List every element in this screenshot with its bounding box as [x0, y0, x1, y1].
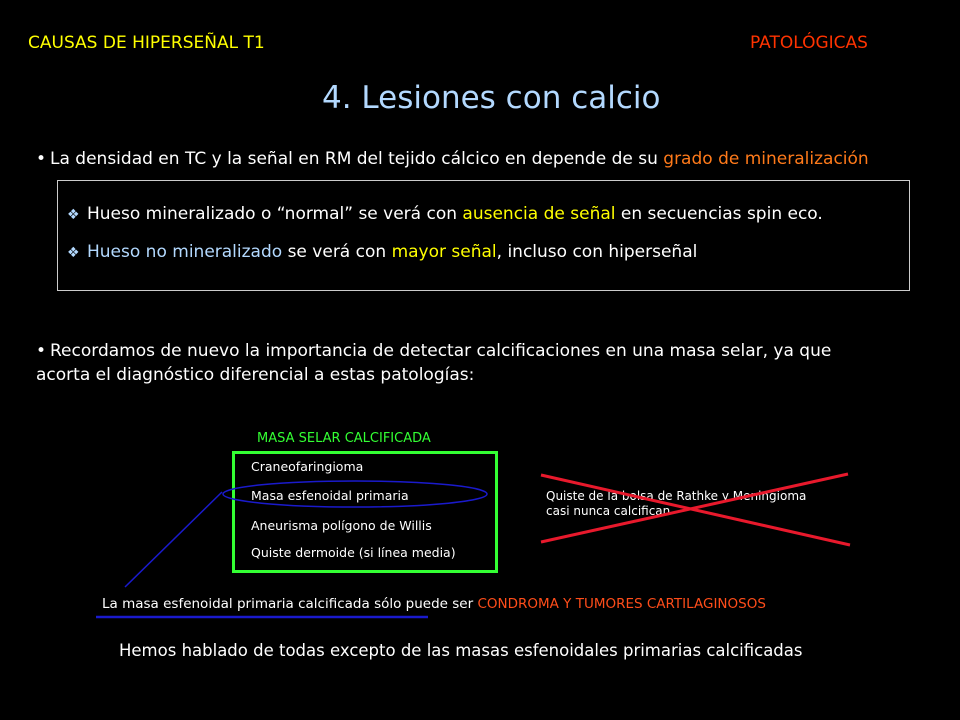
highlight-ellipse: [223, 481, 487, 507]
paragraph-reminder-line2: acorta el diagnóstico diferencial a estas patologías:: [36, 365, 475, 385]
bullet-icon: •: [36, 149, 47, 169]
footer-note: [102, 596, 766, 612]
box-item-nonmineralized-text: se verá con: [282, 242, 392, 262]
chondroma-highlight: CONDROMA Y TUMORES CARTILAGINOSOS: [477, 596, 766, 612]
list-item: Masa esfenoidal primaria: [251, 488, 409, 503]
absence-signal-highlight: ausencia de señal: [462, 204, 616, 224]
diamond-bullet-icon: ❖: [67, 245, 80, 261]
cross-line-1: [541, 475, 850, 545]
header-right-label: PATOLÓGICAS: [750, 33, 868, 53]
calcified-mass-title: MASA SELAR CALCIFICADA: [257, 431, 431, 446]
pointer-line: [125, 492, 222, 587]
list-item: Craneofaringioma: [251, 459, 364, 474]
list-item: Quiste dermoide (si línea media): [251, 545, 456, 560]
greater-signal-highlight: mayor señal: [391, 242, 497, 262]
slide-title: 4. Lesiones con calcio: [322, 80, 661, 116]
box-item-nonmineralized-tail: , incluso con hiperseñal: [496, 242, 698, 262]
footer-note-text: La masa esfenoidal primaria calcificada sólo puede ser: [102, 596, 478, 612]
crossed-out-note-line2: casi nunca calcifican: [546, 504, 671, 518]
box-item-mineralized-text: Hueso mineralizado o “normal” se verá con: [87, 204, 463, 224]
header-left-label: CAUSAS DE HIPERSEÑAL T1: [28, 33, 265, 53]
box-item-mineralized-tail: en secuencias spin eco.: [615, 204, 823, 224]
paragraph-density-text: La densidad en TC y la señal en RM del tejido cálcico en depende de su: [50, 149, 664, 169]
crossed-out-note-line1: Quiste de la bolsa de Rathke y Meningioma: [546, 489, 807, 503]
paragraph-reminder-text1: Recordamos de nuevo la importancia de detectar calcificaciones en una masa selar, ya que: [50, 341, 832, 361]
list-item: Aneurisma polígono de Willis: [251, 518, 432, 533]
footer-summary: Hemos hablado de todas excepto de las masas esfenoidales primarias calcificadas: [119, 641, 803, 660]
nonmineralized-highlight: Hueso no mineralizado: [87, 242, 283, 262]
diamond-bullet-icon: ❖: [67, 207, 80, 223]
bullet-icon: •: [36, 341, 47, 361]
mineralization-highlight: grado de mineralización: [663, 149, 869, 169]
